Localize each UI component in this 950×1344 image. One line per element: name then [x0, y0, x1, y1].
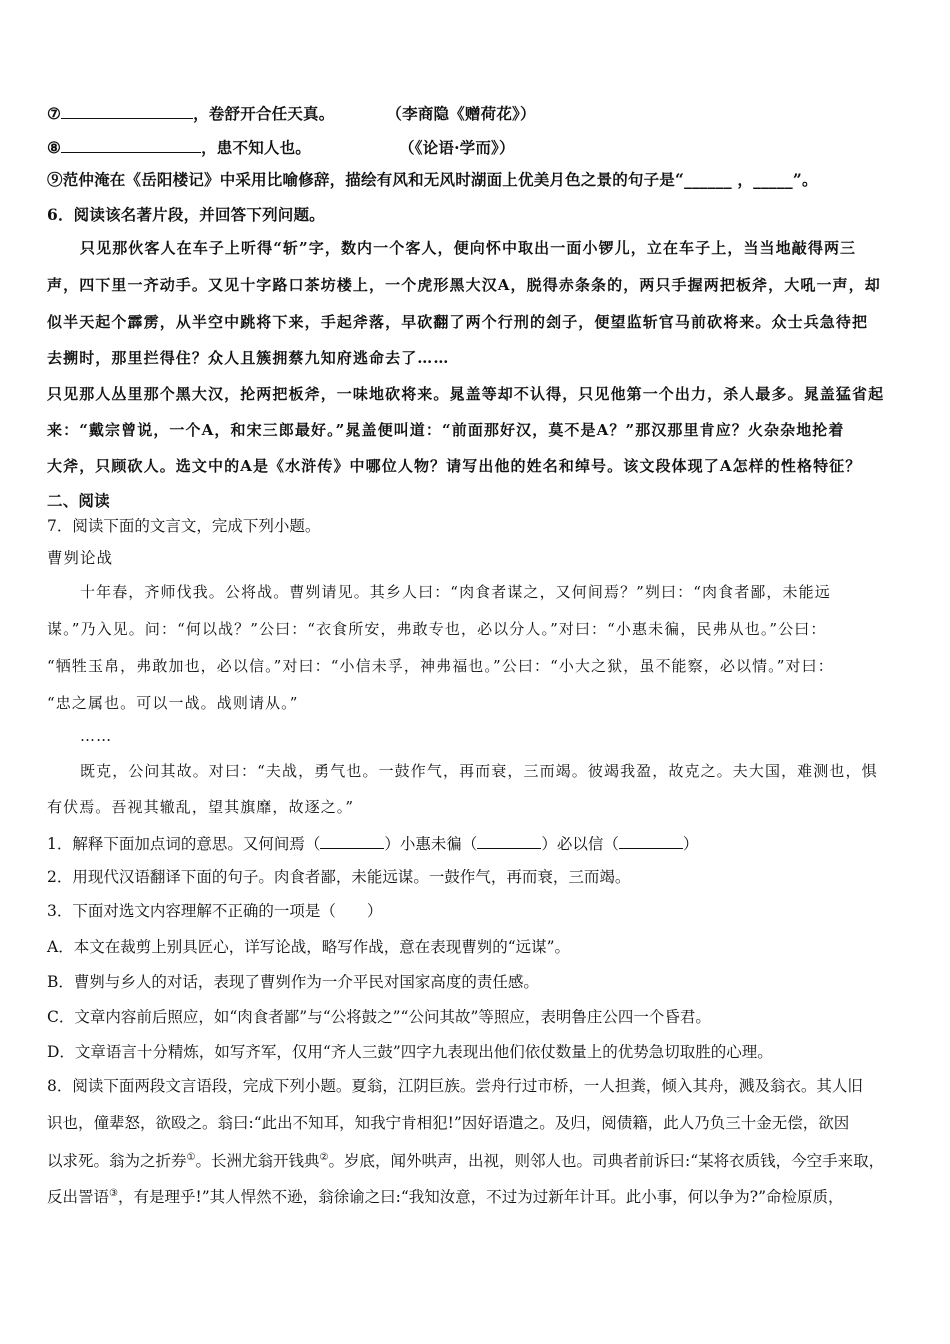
poem-source: （李商隐《赠荷花》） — [386, 104, 536, 123]
footnote-mark: ① — [186, 1152, 196, 1163]
essay-line: “牺牲玉帛，弗敢加也，必以信。”对曰：“小信未孚，神弗福也。”公曰：“小大之狱，虽不能察，必以情。”对曰： — [47, 657, 834, 675]
text-segment: 。岁底，闻外哄声，出视，则邻人也。司典者前诉曰:“某将衣质钱，今空手来取， — [328, 1152, 885, 1171]
footnote-mark: ② — [319, 1152, 329, 1163]
essay-line: 十年春，齐师伐我。公将战。曹刿请见。其乡人曰：“肉食者谋之，又何间焉？”刿曰：“肉食者鄙，未能远 — [80, 583, 831, 601]
text-segment: 反出詈语 — [47, 1188, 110, 1207]
excerpt-line: 只见那伙客人在车子上听得“斩”字，数内一个客人，便向怀中取出一面小锣儿，立在车子上，当当地敲得两三 — [80, 239, 857, 257]
question-8-line — [47, 1153, 884, 1170]
text-segment: 。长洲尤翁开钱典 — [195, 1152, 320, 1171]
question-7-title: 7．阅读下面的文言文，完成下列小题。 — [47, 517, 321, 535]
excerpt-line: 去搠时，那里拦得住？众人且簇拥蔡九知府逃命去了…… — [47, 349, 450, 367]
poem-line: ，卷舒开合任天真。 — [193, 104, 335, 123]
essay-title: 曹刿论战 — [47, 549, 114, 567]
excerpt-line: 大斧，只顾砍人。选文中的A是《水浒传》中哪位人物？请写出他的姓名和绰号。该文段体现了A怎样的性格特征？ — [47, 457, 862, 475]
option-d: D．文章语言十分精炼，如写齐军，仅用“齐人三鼓”四字九表现出他们依仗数量上的优势急切取胜的心理。 — [47, 1043, 773, 1061]
question-8-poem — [47, 138, 515, 156]
excerpt-line: 来：“戴宗曾说，一个A，和宋三郎最好。”晁盖便叫道：“前面那好汉，莫不是A？”那汉那里肯应？火杂杂地抡着 — [47, 421, 845, 439]
section-heading: 二、阅读 — [47, 491, 110, 510]
answer-blank[interactable] — [619, 834, 683, 849]
question-7-poem — [47, 104, 536, 122]
answer-blank[interactable] — [477, 834, 541, 849]
question-9-poem: ⑨范仲淹在《岳阳楼记》中采用比喻修辞，描绘有风和无风时湖面上优美月色之景的句子是“______ ，_____”。 — [47, 170, 818, 189]
question-6-title: 6．阅读该名著片段，并回答下列问题。 — [47, 205, 325, 224]
text-segment: ，有是理乎!”其人悍然不逊，翁徐谕之曰:“我知汝意，不过为过新年计耳。此小事，何以争为?”命检原质， — [117, 1188, 844, 1207]
item-number: ⑦ — [47, 104, 62, 123]
option-b: B．曹刿与乡人的对话，表现了曹刿作为一介平民对国家高度的责任感。 — [47, 973, 539, 991]
subquestion-text: ） — [682, 835, 699, 853]
essay-line: 谋。”乃入见。问：“何以战？”公曰：“衣食所安，弗敢专也，必以分人。”对曰：“小惠未徧，民弗从也。”公曰： — [47, 620, 827, 638]
poem-source: （《论语·学而》） — [399, 138, 515, 157]
question-8-line: 8．阅读下面两段文言语段，完成下列小题。夏翁，江阴巨族。尝舟行过市桥，一人担粪，倾入其舟，溅及翁衣。其人旧 — [47, 1077, 863, 1095]
subquestion-text: ）小惠未徧（ — [384, 835, 478, 853]
answer-blank[interactable] — [61, 104, 193, 119]
subquestion-3: 3．下面对选文内容理解不正确的一项是（ ） — [47, 902, 383, 920]
essay-line: “忠之属也。可以一战。战则请从。” — [47, 694, 299, 712]
essay-ellipsis: …… — [80, 727, 113, 745]
excerpt-line: 似半天起个霹雳，从半空中跳将下来，手起斧落，早砍翻了两个行刑的刽子，便望监斩官马前砍将来。众士兵急待把 — [47, 313, 869, 331]
option-c: C．文章内容前后照应，如“肉食者鄙”与“公将鼓之”“公问其故”等照应，表明鲁庄公四一个昏君。 — [47, 1008, 711, 1026]
subquestion-text: ）必以信（ — [541, 835, 619, 853]
answer-blank[interactable] — [61, 138, 201, 153]
answer-blank[interactable] — [320, 834, 384, 849]
question-8-line — [47, 1189, 844, 1206]
subquestion-2: 2．用现代汉语翻译下面的句子。肉食者鄙，未能远谋。一鼓作气，再而衰，三而竭。 — [47, 868, 631, 886]
subquestion-text: 1．解释下面加点词的意思。又何间焉（ — [47, 835, 321, 853]
item-number: ⑧ — [47, 138, 62, 157]
subquestion-1 — [47, 834, 698, 853]
poem-line: ，患不知人也。 — [201, 138, 312, 157]
excerpt-line: 声，四下里一齐动手。又见十字路口茶坊楼上，一个虎形黑大汉A，脱得赤条条的，两只手握两把板斧，大吼一声，却 — [47, 276, 881, 294]
excerpt-line: 只见那人丛里那个黑大汉，抡两把板斧，一味地砍将来。晁盖等却不认得，只见他第一个出力，杀人最多。晁盖猛省起 — [47, 385, 885, 403]
option-a: A．本文在裁剪上别具匠心，详写论战，略写作战，意在表现曹刿的“远谋”。 — [47, 938, 571, 956]
footnote-mark: ③ — [109, 1188, 118, 1199]
essay-line: 有伏焉。吾视其辙乱，望其旗靡，故逐之。” — [47, 798, 355, 816]
text-segment: 以求死。翁为之折券 — [47, 1152, 187, 1171]
essay-line: 既克，公问其故。对曰：“夫战，勇气也。一鼓作气，再而衰，三而竭。彼竭我盈，故克之。夫大国，难测也，惧 — [80, 762, 878, 780]
question-8-line: 识也，僮辈怒，欲殴之。翁曰:“此出不知耳，知我宁肯相犯!”因好语遣之。及归，阅债籍，此人乃负三十金无偿，欲因 — [47, 1114, 850, 1132]
